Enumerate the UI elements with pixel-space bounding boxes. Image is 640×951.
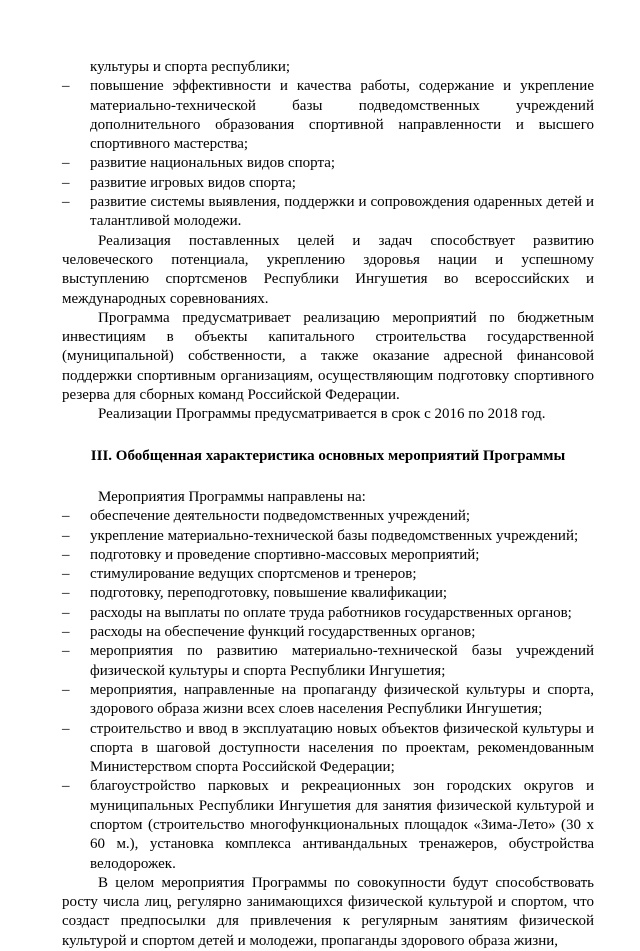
paragraph: Реализации Программы предусматривается в срок с 2016 по 2018 год.	[98, 406, 546, 423]
dash-bullet: –	[62, 720, 70, 737]
list-item: – развитие системы выявления, поддержки и сопровождения одаренных детей и талантливой молодежи.	[62, 194, 594, 230]
dash-bullet: –	[62, 585, 70, 602]
list-item: – благоустройство парковых и рекреационных зон городских округов и муниципальных Республики Ингушетия для занятия физической культурой и спортом (строительство многофункциональных площадок «Зима-Лето» (30 х 60 м.), установка комплекса антивандальных тренажеров, обустройства велодорожек.	[62, 778, 594, 872]
dash-bullet: –	[62, 78, 70, 95]
measures-intro: Мероприятия Программы направлены на:	[98, 488, 366, 505]
list-item: – развитие национальных видов спорта;	[62, 154, 594, 173]
goals-list	[62, 77, 594, 231]
dash-bullet: –	[62, 778, 70, 795]
dash-bullet: –	[62, 566, 70, 583]
dash-bullet: –	[62, 155, 70, 172]
dash-bullet: –	[62, 681, 70, 698]
list-item: – стимулирование ведущих спортсменов и тренеров;	[62, 565, 594, 584]
list-item: – укрепление материально-технической базы подведомственных учреждений;	[62, 527, 594, 546]
dash-bullet: –	[62, 643, 70, 660]
list-item: – обеспечение деятельности подведомственных учреждений;	[62, 507, 594, 526]
dash-bullet: –	[62, 194, 70, 211]
closing-paragraph: В целом мероприятия Программы по совокупности будут способствовать росту числа лиц, регулярно занимающихся физической культурой и спортом, что создаст предпосылки для привлечения к регулярным занятиям физической культурой и спортом детей и молодежи, пропаганды здорового образа жизни,	[62, 874, 594, 949]
list-item: – развитие игровых видов спорта;	[62, 174, 594, 193]
list-item: – мероприятия по развитию материально-технической базы учреждений физической культуры и спорта Республики Ингушетия;	[62, 643, 594, 679]
dash-bullet: –	[62, 604, 70, 621]
section-heading: III. Обобщенная характеристика основных мероприятий Программы	[90, 447, 566, 464]
list-item: – мероприятия, направленные на пропаганду физической культуры и спорта, здорового образа жизни всех слоев населения Республики Ингушетия;	[62, 681, 594, 718]
list-item: – расходы на выплаты по оплате труда работников государственных органов;	[62, 604, 594, 623]
dash-bullet: –	[62, 508, 70, 525]
list-item: – повышение эффективности и качества работы, содержание и укрепление материально-технической базы подведомственных учреждений дополнительного образования спортивной направленности и высшего спортивного мастерства;	[62, 78, 594, 153]
list-item: – расходы на обеспечение функций государственных органов;	[62, 623, 594, 642]
paragraph: Реализация поставленных целей и задач способствует развитию человеческого потенциала, укреплению здоровья нации и успешному выступлению спортсменов Республики Ингушетия во всероссийских и международных соревнованиях.	[62, 232, 594, 307]
dash-bullet: –	[62, 624, 70, 641]
list-item: – подготовку, переподготовку, повышение квалификации;	[62, 584, 594, 603]
list-item: – подготовку и проведение спортивно-массовых мероприятий;	[62, 546, 594, 565]
dash-bullet: –	[62, 527, 70, 544]
dash-bullet: –	[62, 174, 70, 191]
measures-list	[62, 507, 594, 874]
continuation-line: культуры и спорта республики;	[90, 59, 291, 75]
list-item: – строительство и ввод в эксплуатацию новых объектов физической культуры и спорта в шаговой доступности населения по проектам, рекомендованным Министерством спорта Российской Федерации;	[62, 720, 594, 776]
paragraph: Программа предусматривает реализацию мероприятий по бюджетным инвестициям в объекты капитального строительства государственной (муниципальной) собственности, а также оказание адресной финансовой поддержки спортивным организациям, осуществляющим подготовку спортивного резерва для сборных команд Российской Федерации.	[62, 309, 594, 404]
dash-bullet: –	[62, 546, 70, 563]
